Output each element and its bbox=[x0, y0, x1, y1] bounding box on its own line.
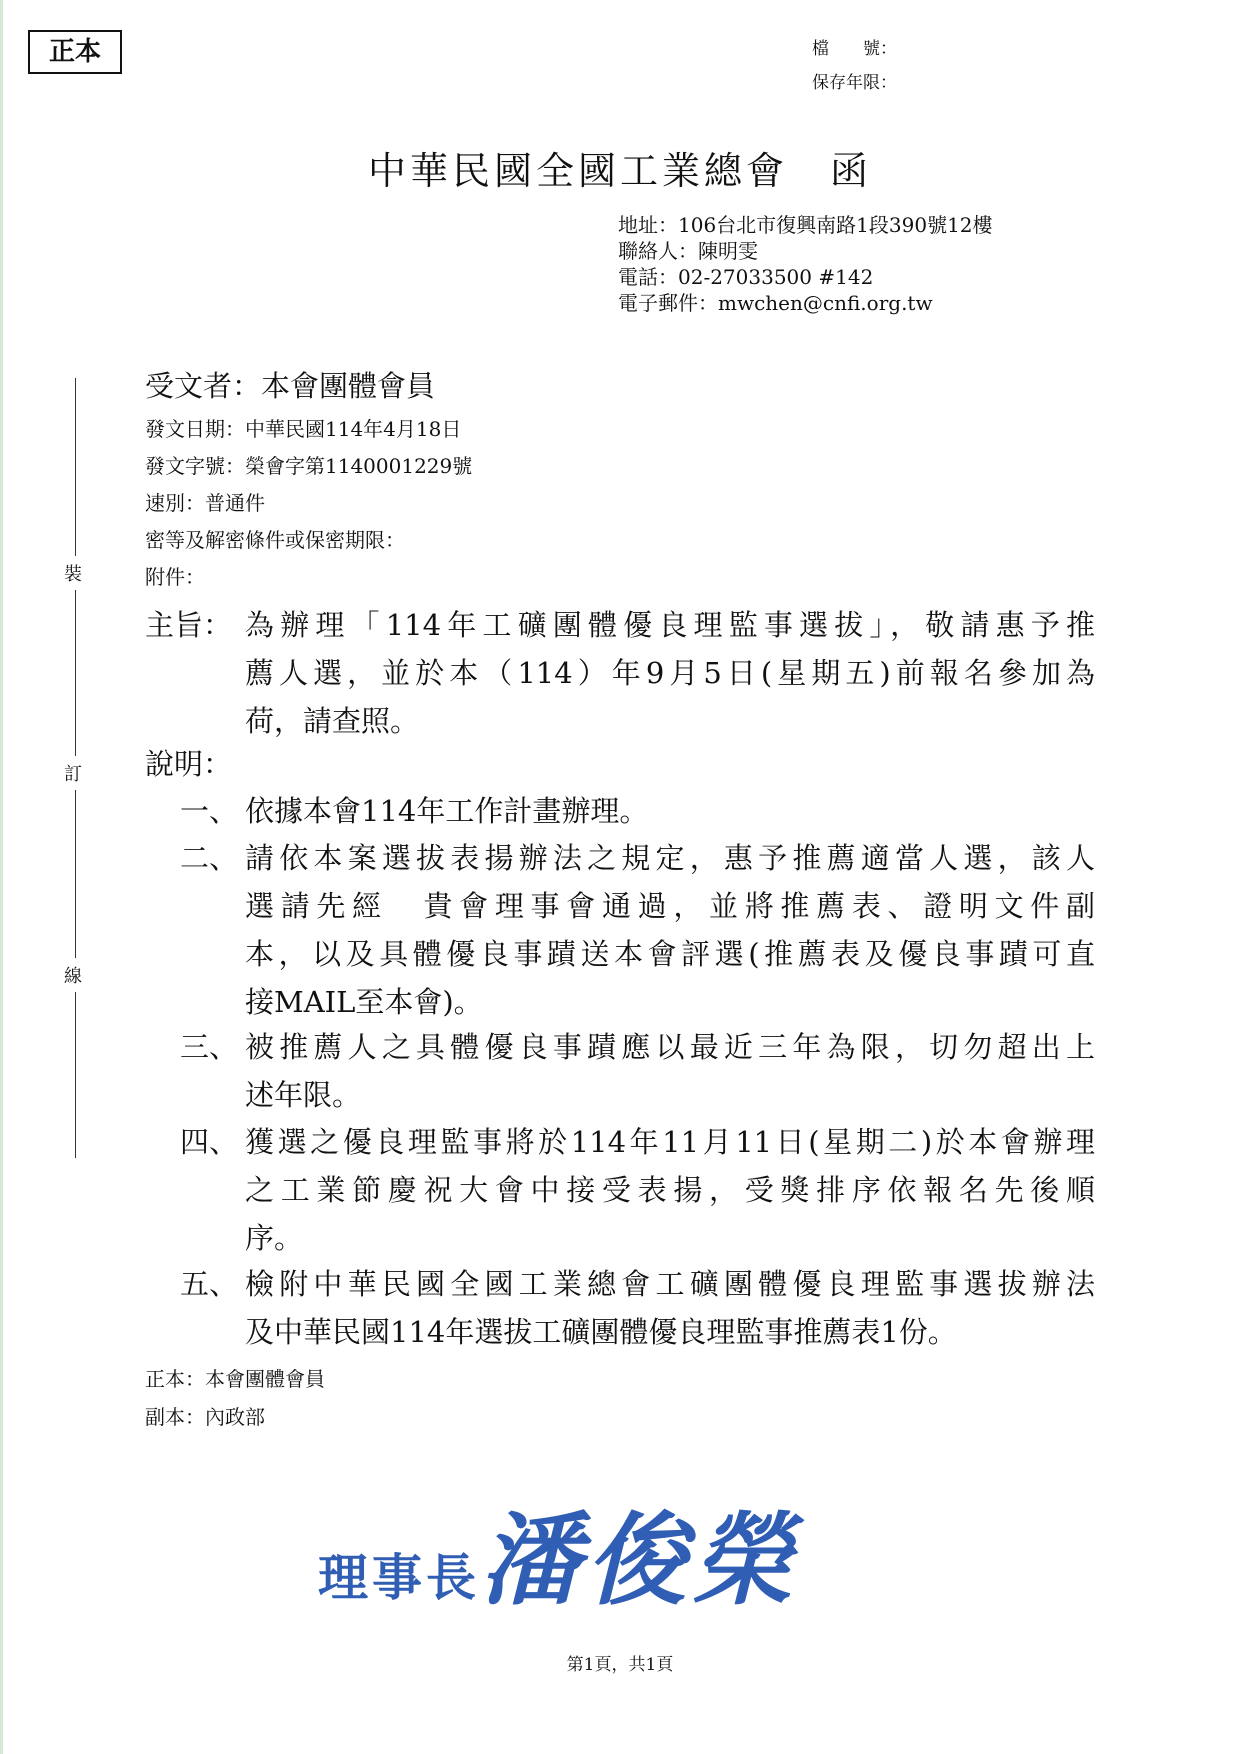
subject-line: 荷，請查照。 bbox=[245, 704, 420, 738]
issue-date: 發文日期：中華民國114年4月18日 bbox=[145, 417, 462, 441]
explanation-item bbox=[245, 1118, 1095, 1262]
distribution-original: 正本：本會團體會員 bbox=[145, 1367, 325, 1391]
item-line: 請依本案選拔表揚辦法之規定，惠予推薦適當人選，該人 bbox=[245, 841, 1095, 875]
item-line: 獲選之優良理監事將於114年11月11日(星期二)於本會辦理 bbox=[245, 1125, 1095, 1159]
contact-phone: 電話：02-27033500 #142 bbox=[618, 265, 874, 289]
subject-text bbox=[245, 601, 1095, 745]
item-number: 一、 bbox=[180, 794, 239, 828]
item-line: 接MAIL至本會)。 bbox=[245, 985, 483, 1019]
distribution-copy: 副本：內政部 bbox=[145, 1405, 265, 1429]
explanation-label: 說明： bbox=[145, 747, 233, 781]
reference-number: 發文字號：榮會字第1140001229號 bbox=[145, 454, 473, 478]
item-number: 五、 bbox=[180, 1267, 239, 1301]
contact-person: 聯絡人：陳明雯 bbox=[618, 239, 758, 263]
item-number: 二、 bbox=[180, 841, 239, 875]
subject-label: 主旨： bbox=[145, 608, 233, 642]
binding-mark-staple: 訂 bbox=[64, 756, 82, 790]
binding-mark-bind: 裝 bbox=[64, 556, 82, 590]
archive-number-label: 檔 號： bbox=[812, 39, 897, 59]
attachments: 附件： bbox=[145, 565, 205, 589]
item-line: 被推薦人之具體優良事蹟應以最近三年為限，切勿超出上 bbox=[245, 1030, 1095, 1064]
chairman-signature-stamp bbox=[318, 1480, 798, 1624]
item-line: 序。 bbox=[245, 1221, 304, 1255]
item-line: 選請先經 貴會理事會通過，並將推薦表、證明文件副 bbox=[245, 889, 1095, 923]
subject-line: 薦人選，並於本（114）年9月5日(星期五)前報名參加為 bbox=[245, 656, 1095, 690]
page-number: 第1頁，共1頁 bbox=[566, 1655, 674, 1675]
item-line: 依據本會114年工作計畫辦理。 bbox=[245, 794, 649, 828]
secrecy-level: 密等及解密條件或保密期限： bbox=[145, 528, 405, 552]
binding-mark-line: 線 bbox=[64, 958, 82, 992]
recipient: 受文者：本會團體會員 bbox=[145, 369, 436, 403]
item-line: 檢附中華民國全國工業總會工礦團體優良理監事選拔辦法 bbox=[245, 1267, 1095, 1301]
contact-email: 電子郵件：mwchen@cnfi.org.tw bbox=[618, 291, 933, 315]
item-line: 本，以及具體優良事蹟送本會評選(推薦表及優良事蹟可直 bbox=[245, 937, 1095, 971]
explanation-item bbox=[245, 787, 1095, 835]
signature-title: 理事長 bbox=[318, 1548, 480, 1607]
explanation-item bbox=[245, 834, 1095, 1026]
item-line: 之工業節慶祝大會中接受表揚，受獎排序依報名先後順 bbox=[245, 1173, 1095, 1207]
contact-address: 地址：106台北市復興南路1段390號12樓 bbox=[618, 213, 993, 237]
retention-period-label: 保存年限： bbox=[812, 73, 897, 93]
copy-stamp: 正本 bbox=[28, 30, 122, 74]
document-title: 中華民國全國工業總會 函 bbox=[367, 149, 872, 193]
urgency: 速別：普通件 bbox=[145, 491, 265, 515]
subject-line: 為辦理「114年工礦團體優良理監事選拔」，敬請惠予推 bbox=[245, 608, 1095, 642]
item-number: 三、 bbox=[180, 1030, 239, 1064]
explanation-item bbox=[245, 1260, 1095, 1356]
item-line: 及中華民國114年選拔工礦團體優良理監事推薦表1份。 bbox=[245, 1315, 957, 1349]
item-line: 述年限。 bbox=[245, 1078, 362, 1112]
signature-name: 潘俊榮 bbox=[480, 1501, 798, 1619]
item-number: 四、 bbox=[180, 1125, 239, 1159]
explanation-item bbox=[245, 1023, 1095, 1119]
scan-edge bbox=[0, 0, 3, 1754]
